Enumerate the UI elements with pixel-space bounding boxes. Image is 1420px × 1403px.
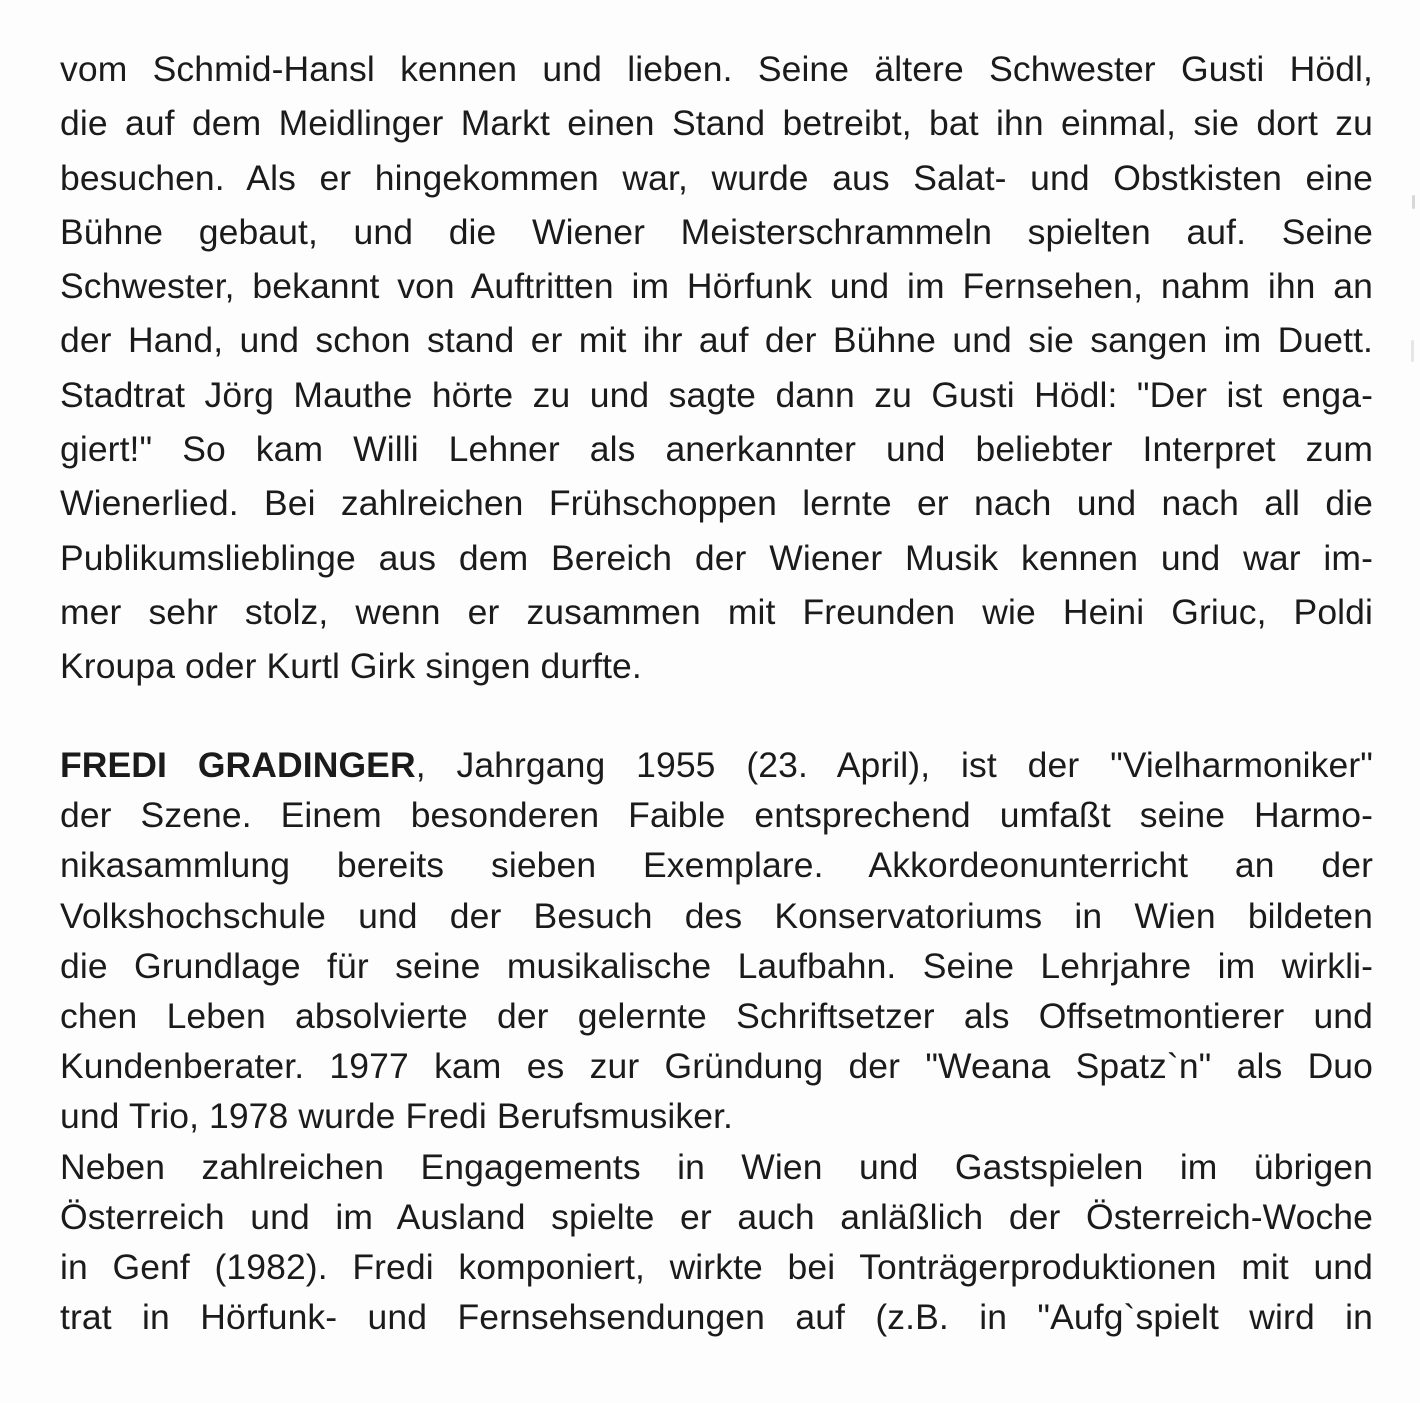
text-line: Österreich und im Ausland spielte er auch anläßlich der Österreich-Woche <box>60 1196 1373 1237</box>
text-line: Wienerlied. Bei zahlreichen Frühschoppen lernte er nach und nach all die <box>60 483 1373 524</box>
text-line: Schwester, bekannt von Auftritten im Hörfunk und im Fernsehen, nahm ihn an <box>60 266 1373 307</box>
text-line: trat in Hörfunk- und Fernsehsendungen auf (z.B. in "Aufg`spielt wird in <box>60 1297 1373 1338</box>
paragraph-fredi-gradinger <box>60 740 1373 1342</box>
text-line: und Trio, 1978 wurde Fredi Berufsmusiker. <box>60 1096 734 1137</box>
text-line: der Hand, und schon stand er mit ihr auf der Bühne und sie sangen im Duett. <box>60 320 1373 361</box>
text-line: giert!" So kam Willi Lehner als anerkannter und beliebter Interpret zum <box>60 429 1373 470</box>
text-line: die auf dem Meidlinger Markt einen Stand betreibt, bat ihn einmal, sie dort zu <box>60 103 1373 144</box>
text-line: mer sehr stolz, wenn er zusammen mit Freunden wie Heini Griuc, Poldi <box>60 591 1373 632</box>
text-line: Bühne gebaut, und die Wiener Meisterschrammeln spielten auf. Seine <box>60 211 1373 252</box>
scan-edge-mark <box>1411 340 1414 362</box>
text-line: in Genf (1982). Fredi komponiert, wirkte bei Tonträgerproduktionen mit und <box>60 1246 1373 1287</box>
person-name: FREDI GRADINGER <box>60 745 416 785</box>
text-line: Publikumslieblinge aus dem Bereich der Wiener Musik kennen und war im- <box>60 537 1373 578</box>
scan-edge-mark <box>1412 195 1415 209</box>
text-line-first <box>60 740 1373 790</box>
text-line: vom Schmid-Hansl kennen und lieben. Seine ältere Schwester Gusti Hödl, <box>60 49 1373 89</box>
text-line-rest: , Jahrgang 1955 (23. April), ist der "Vielharmoniker" <box>415 745 1373 785</box>
text-line: nikasammlung bereits sieben Exemplare. Akkordeonunterricht an der <box>60 845 1373 886</box>
text-line: die Grundlage für seine musikalische Laufbahn. Seine Lehrjahre im wirkli- <box>60 945 1373 986</box>
text-line: der Szene. Einem besonderen Faible entsprechend umfaßt seine Harmo- <box>60 795 1373 836</box>
text-line: Volkshochschule und der Besuch des Konservatoriums in Wien bildeten <box>60 895 1373 936</box>
paragraph-willi-lehner <box>60 42 1373 694</box>
text-line: Kroupa oder Kurtl Girk singen durfte. <box>60 646 642 687</box>
text-line: chen Leben absolvierte der gelernte Schriftsetzer als Offsetmontierer und <box>60 995 1373 1036</box>
text-line: Kundenberater. 1977 kam es zur Gründung der "Weana Spatz`n" als Duo <box>60 1046 1373 1087</box>
text-line: Neben zahlreichen Engagements in Wien und Gastspielen im übrigen <box>60 1146 1373 1187</box>
text-line: Stadtrat Jörg Mauthe hörte zu und sagte dann zu Gusti Hödl: "Der ist enga- <box>60 374 1373 415</box>
text-line: besuchen. Als er hingekommen war, wurde aus Salat- und Obstkisten eine <box>60 157 1373 198</box>
